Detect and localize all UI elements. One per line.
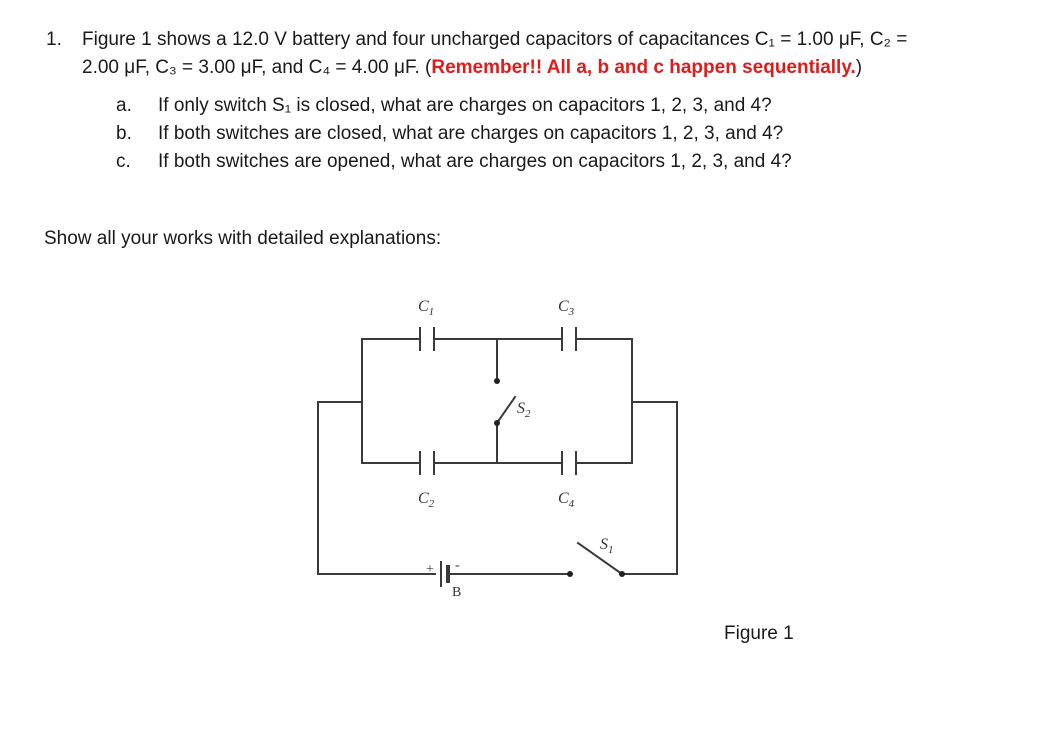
battery-plus-label: +: [426, 562, 434, 577]
question-text: [82, 26, 1022, 82]
sub-question-letter: c.: [116, 151, 131, 172]
s2-contact-bottom: [494, 420, 500, 426]
c1-capacitor: [420, 328, 434, 350]
outer-right-wire: [622, 402, 677, 574]
s2-label: $S_2$: [517, 400, 531, 420]
question-line-2: [82, 54, 1022, 82]
c2-capacitor: [420, 452, 434, 474]
sub-question-text: If only switch S₁ is closed, what are charges on capacitors 1, 2, 3, and 4?: [158, 95, 772, 116]
question-line-2-start: 2.00 μF, C₃ = 3.00 μF, and C₄ = 4.00 μF. (: [82, 57, 432, 78]
s1-contact-right: [619, 571, 625, 577]
c4-label: $C_4$: [558, 490, 575, 510]
battery-minus-label: -: [455, 558, 460, 573]
figure-caption: Figure 1: [724, 623, 794, 644]
c1-label: $C_1$: [418, 298, 435, 318]
question-line-2-end: ): [855, 57, 863, 78]
battery-label: B: [452, 585, 462, 600]
sub-question-letter: a.: [116, 95, 132, 116]
question-number: 1.: [46, 29, 62, 50]
c3-label: $C_3$: [558, 298, 575, 318]
sequential-reminder: Remember!! All a, b and c happen sequentially.: [431, 57, 856, 78]
c4-capacitor: [562, 452, 576, 474]
question-line-1: Figure 1 shows a 12.0 V battery and four uncharged capacitors of capacitances C₁ = 1.00 μF, C₂ =: [82, 29, 908, 50]
s1-label: $S_1$: [600, 536, 614, 556]
s2-switch-blade: [497, 397, 515, 423]
circuit-diagram: [300, 285, 700, 610]
c3-capacitor: [562, 328, 576, 350]
s2-contact-top: [494, 378, 500, 384]
instruction: Show all your works with detailed explanations:: [44, 228, 442, 249]
sub-question-text: If both switches are closed, what are charges on capacitors 1, 2, 3, and 4?: [158, 123, 784, 144]
outer-left-wire: [318, 402, 435, 574]
sub-question-text: If both switches are opened, what are charges on capacitors 1, 2, 3, and 4?: [158, 151, 792, 172]
s1-contact-left: [567, 571, 573, 577]
sub-question-letter: b.: [116, 123, 132, 144]
c2-label: $C_2$: [418, 490, 435, 510]
